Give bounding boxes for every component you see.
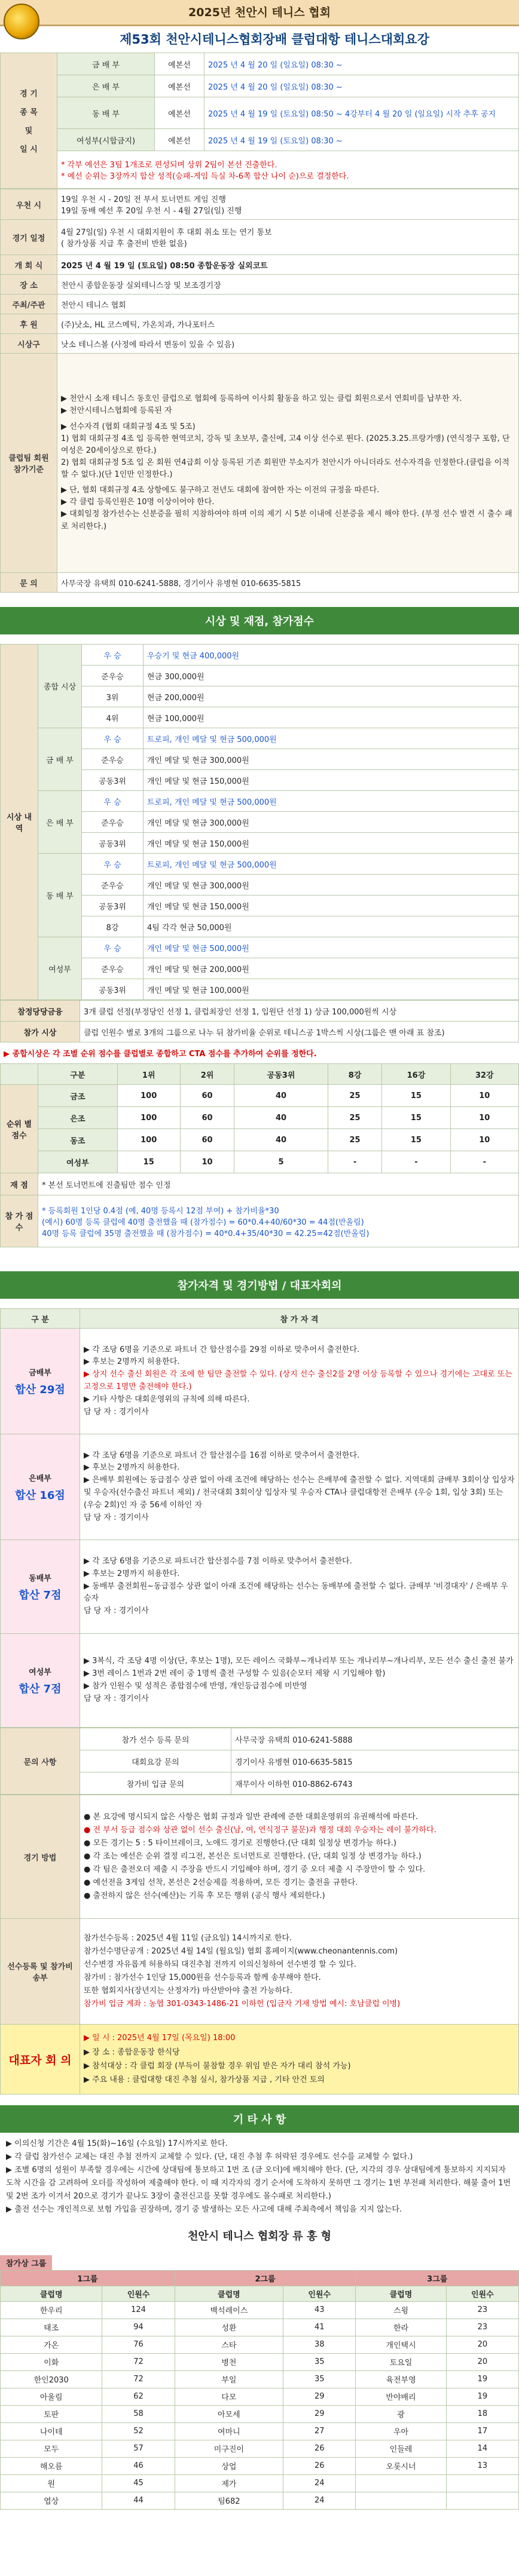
club-name: 상업 (175, 2457, 283, 2474)
club-name: 개인택시 (356, 2336, 446, 2353)
prize-detail: 현금 300,000원 (144, 666, 519, 686)
prize-group: 여성부 (38, 937, 82, 1000)
calc-label: 참 가 점 수 (1, 1195, 38, 1247)
division-stage: 예본선 (155, 129, 204, 151)
prize-extra-value: 3개 클럽 선정(부정당인 선정 1, 클럽최장인 선정 1, 입원단 선정 1) 상금 100,000원씩 시상 (80, 1001, 519, 1022)
contact-table (0, 1728, 519, 1795)
table-row (1, 2336, 519, 2353)
division-name: 금 배 부 (57, 53, 155, 75)
club-count: 13 (446, 2457, 518, 2474)
club-count: 57 (102, 2440, 175, 2457)
score-col-header: 공동3위 (234, 1064, 328, 1085)
score-cell: 40 (234, 1107, 328, 1129)
division-name: 여성부(시합금지) (57, 129, 155, 151)
group-col-header: 클럽명 (356, 2286, 446, 2301)
prize-rank: 공동3위 (82, 770, 144, 791)
info-value: 낫소 테니스볼 (사정에 따라서 변동이 있을 수 있음) (57, 334, 519, 354)
division-name: 동 배 부 (57, 97, 155, 129)
quals-detail: ▶ 각 조당 6명을 기준으로 파트너 간 합산점수를 16점 이하로 맞추어서 출전한다. ▶ 후보는 2명까지 허용한다. ▶ 은배부 회원에는 동급점수 상관 없이 아래 조건에 해당하는 선수는 은배부에 출전할 수 없다. 지역대회 금배부 3회이상 입상자 및 우승자(선수출신 파트너 제외) / 전국대회 3회이상 입상자 및 우승자 CTA나 클럽대항전 은배부 (우승 1회, 입상 3회) 또는 (우승 2회)인 자 중 56세 이하인 자 담 당 자 : 경기이사 (80, 1434, 519, 1540)
calc-value: * 등록회원 1인당 0.4점 (예, 40명 등록시 12점 부여) + 참가비율*30 (예시) 60명 등록 클럽에 40명 출전했을 때 (참가점수) = 60*0.4+40/60*30 = 44점(반올림) 40명 등록 클럽에 35명 출전했을 때 (참가점수) = 40*0.4+35/40*30 = 42.25=42점(반올림) (38, 1195, 519, 1247)
score-col-header: 16강 (382, 1064, 450, 1085)
score-cell: 5 (234, 1151, 328, 1173)
prize-detail: 개인 메달 및 현금 100,000원 (144, 979, 519, 1000)
club-name: 원 (1, 2474, 102, 2492)
fee-value: 참가선수등록 : 2025년 4월 11일 (금요일) 14시까지로 한다. 참가선수명단공개 : 2025년 4월 14일 (월요일) 협회 홈페이지(www.cheonantennis.com) 선수변경 자유롭게 허용하되 대진추첨 전까지 이의신청하여 선수변경 할 수 있다. 참가비 : 참가선수 1인당 15,000원을 선수등록과 함께 송부해야 한다. 또한 협회지사(장년지는 산정자가) 마산받아야 출전 가능하다. 참가비 입금 계좌 : 농협 301-0343-1486-21 이하헌 (입금자 기재 방법 예시: 호남클럽 이병) (80, 1919, 519, 2025)
club-count: 27 (283, 2422, 356, 2440)
info-label: 경기 일정 (1, 220, 57, 255)
club-count: 14 (446, 2440, 518, 2457)
score-cell: 60 (180, 1107, 234, 1129)
reeval-value: * 본선 토너먼트에 진출팀만 점수 인정 (38, 1173, 519, 1195)
score-col-header: 구분 (38, 1064, 118, 1085)
club-count: 72 (102, 2353, 175, 2370)
club-name: 엽상 (1, 2492, 102, 2509)
prize-detail: 개인 메달 및 현금 300,000원 (144, 749, 519, 770)
club-count: 23 (446, 2319, 518, 2336)
club-count: 124 (102, 2301, 175, 2319)
info-label: 주최/주관 (1, 295, 57, 314)
club-name: 토판 (1, 2405, 102, 2422)
info-label: 장 소 (1, 275, 57, 295)
overview-table (0, 53, 519, 189)
club-count: 35 (283, 2370, 356, 2388)
contact-person: 재무이사 이하헌 010-8862-6743 (231, 1772, 519, 1795)
score-cell: 10 (450, 1107, 518, 1129)
prize-group: 금 배 부 (38, 728, 82, 791)
association-logo (4, 4, 39, 39)
prize-detail: 개인 메달 및 현금 300,000원 (144, 875, 519, 896)
score-side-label: 순위 별 점수 (1, 1085, 38, 1173)
club-count: 52 (102, 2422, 175, 2440)
score-cell: 60 (180, 1129, 234, 1151)
club-name: 한우리 (1, 2301, 102, 2319)
club-name: 한라 (356, 2319, 446, 2336)
club-name (356, 2474, 446, 2492)
prize-rules-label: 참가 시상 (1, 1022, 80, 1042)
prize-section-bar: 시상 및 재점, 참가점수 (0, 607, 519, 634)
club-name: 성환 (175, 2319, 283, 2336)
score-row-label: 여성부 (38, 1151, 118, 1173)
club-name: 부일 (175, 2370, 283, 2388)
club-count: 46 (102, 2457, 175, 2474)
club-count (446, 2474, 518, 2492)
division-date: 2025 년 4 월 20 일 (일요일) 08:30 ~ (204, 75, 519, 97)
club-name: 가온 (1, 2336, 102, 2353)
quals-group: 동배부 합산 7점 (1, 1540, 80, 1634)
club-name: 아모세 (175, 2405, 283, 2422)
eligibility-label: 클럽팀 회원 참가기준 (1, 354, 57, 573)
meeting-value: ▶ 일 시 : 2025년 4월 17일 (목요일) 18:00 ▶ 장 소 : 종합운동장 한식당 ▶ 참석대상 : 각 클럽 회장 (부득이 불참할 경우 위임 받은 자가 대리 참석 가능) ▶ 주요 내용 : 클럽대항 대진 추첨 실시, 참가상품 지급 , 기타 안건 토의 (80, 2025, 519, 2094)
prize-extra-table (0, 1000, 519, 1042)
score-note: ▶ 종합시상은 각 조별 순위 점수를 클럽별로 종합하고 CTA 점수를 추가하여 순위를 정한다. (4, 1050, 317, 1059)
club-count: 29 (283, 2405, 356, 2422)
club-count: 94 (102, 2319, 175, 2336)
club-count: 19 (446, 2388, 518, 2405)
score-cell: 10 (180, 1151, 234, 1173)
division-stage: 예본선 (155, 97, 204, 129)
group-col-header: 인원수 (446, 2286, 518, 2301)
prize-detail: 현금 200,000원 (144, 686, 519, 707)
contact-person: 경기이사 유병현 010-6635-5815 (231, 1750, 519, 1772)
president-signature: 천안시 테니스 협회장 류 홍 형 (188, 2230, 331, 2243)
table-row (1, 2370, 519, 2388)
score-cell: 10 (450, 1129, 518, 1151)
prize-rank: 4위 (82, 707, 144, 728)
club-name: 해오름 (1, 2457, 102, 2474)
prize-rank: 우 승 (82, 937, 144, 958)
overview-notes: * 각부 예선은 3팀 1개조로 편성되며 상위 2팀이 본선 진출한다. * 예선 순위는 3장까지 합산 성적(승패-게임 득실 차-6쪽 합산 나이 순)으로 결정한다. (57, 151, 519, 189)
prize-rank: 우 승 (82, 728, 144, 749)
prize-label: 시상 내역 (1, 645, 38, 1000)
score-cell: - (328, 1151, 382, 1173)
club-count: 23 (446, 2301, 518, 2319)
club-name: 반야배리 (356, 2388, 446, 2405)
table-row (1, 2405, 519, 2422)
club-count (446, 2492, 518, 2509)
club-name: 태조 (1, 2319, 102, 2336)
prize-rank: 준우승 (82, 875, 144, 896)
club-count: 24 (283, 2492, 356, 2509)
group-col-header: 인원수 (102, 2286, 175, 2301)
score-row-label: 금조 (38, 1085, 118, 1107)
table-row (1, 2440, 519, 2457)
prize-rank: 준우승 (82, 666, 144, 686)
club-count: 44 (102, 2492, 175, 2509)
prize-detail: 개인 메달 및 현금 200,000원 (144, 958, 519, 979)
prize-group: 은 배 부 (38, 791, 82, 854)
club-name: 미구진이 (175, 2440, 283, 2457)
quals-detail: ▶ 3복식, 각 조당 4명 이상(단, 후보는 1명), 모든 레이스 국화부~개나리부 또는 개나리부~개나리부, 모든 선수 출신 출전 불가 ▶ 3번 레이스 1번과 2번 레이 중 1명씩 출전 구성할 수 있음(순모터 제왕 시 기입해야 함) ▶ 참가 인원수 및 성적은 종합점수에 반영, 개인등급점수에 미반영 담 당 자 : 경기이사 (80, 1634, 519, 1728)
club-count: 76 (102, 2336, 175, 2353)
info-label: 후 원 (1, 314, 57, 334)
contact-topic: 참가 선수 등록 문의 (80, 1728, 231, 1750)
club-count: 17 (446, 2422, 518, 2440)
quals-table (0, 1308, 519, 1728)
prize-table (0, 644, 519, 1000)
club-name: 다모 (175, 2388, 283, 2405)
score-cell: 15 (382, 1129, 450, 1151)
table-row (1, 2457, 519, 2474)
club-name: 팀682 (175, 2492, 283, 2509)
event-title: 제53회 천안시테니스협회장배 클럽대항 테니스대회요강 (0, 26, 519, 53)
division-date: 2025 년 4 월 19 일 (토요일) 08:30 ~ (204, 129, 519, 151)
club-name (356, 2492, 446, 2509)
quals-section-bar: 참가자격 및 경기방법 / 대표자회의 (0, 1271, 519, 1299)
prize-rank: 공동3위 (82, 979, 144, 1000)
prize-detail: 4팀 각각 현금 50,000원 (144, 916, 519, 937)
club-count: 26 (283, 2457, 356, 2474)
prize-rank: 우 승 (82, 791, 144, 812)
group-title: 1그룹 (1, 2270, 175, 2286)
prize-rank: 공동3위 (82, 833, 144, 854)
club-count: 20 (446, 2336, 518, 2353)
info-label: 개 회 식 (1, 255, 57, 275)
prize-detail: 트로피, 개인 메달 및 현금 500,000원 (144, 728, 519, 749)
score-col-header: 8강 (328, 1064, 382, 1085)
quals-detail: ▶ 각 조당 6명을 기준으로 파트너 간 합산점수를 29점 이하로 맞추어서 출전한다. ▶ 후보는 2명까지 허용한다. ▶ 상지 선수 출신 회원은 각 조에 한 팀만 출전할 수 있다. (상지 선수 출신2를 2명 이상 등록할 수 있으나 경기에는 고대로 또는 고정으로 1명만 출전해야 한다.) ▶ 기타 사항은 대회운영위의 규칙에 의해 따른다. 담 당 자 : 경기이사 (80, 1329, 519, 1434)
club-count: 62 (102, 2388, 175, 2405)
org-title: 2025년 천안시 테니스 협회 (188, 6, 331, 19)
eligibility-value: ▶ 천안시 소재 테니스 동호인 클럽으로 협회에 등록하여 이사회 활동을 하고 있는 클럽 회원으로서 연회비를 납부한 자. ▶ 천안시테니스협회에 등록된 자 ▶ 선수자격 (협회 대회규정 4조 및 5조) 1) 협회 대회규정 4조 입 등록한 현역코치, 강독 및 초보부, 출신에, 고4 이상 선수로 뛴다. (2025.3.25.프랑가맹) (연식정구 포함, 단 여성은 20세이상으로 한다.) 2) 협회 대회규정 5조 입 온 회원 연4급회 이상 등록된 기존 회원만 무소지가 천안시가 아니더라도 선수자격을 인정한다.(클럽을 이적 할 수 없다.)(단 1인만 인정한다.) ▶ 단, 협회 대회규정 4조 상항에도 불구하고 전년도 대회에 참여한 자는 이전의 규정을 따른다. ▶ 각 클럽 등록인원은 10명 이상이어야 한다. ▶ 대회일정 참가선수는 신분증을 필히 지참하여야 하며 이의 제기 시 5분 이내에 신분증을 제시 해야 한다. (부정 선수 발견 시 출수 패로 처리한다.) (57, 354, 519, 573)
groups-table (0, 2270, 519, 2510)
club-count: 58 (102, 2405, 175, 2422)
prize-rank: 준우승 (82, 812, 144, 833)
prize-detail: 개인 메달 및 현금 150,000원 (144, 833, 519, 854)
groups-caption: 참가상 그룹 (0, 2255, 52, 2270)
score-col-header: 1위 (117, 1064, 180, 1085)
club-name: 우아 (356, 2422, 446, 2440)
info-value: 천안시 테니스 협회 (57, 295, 519, 314)
prize-rank: 우 승 (82, 854, 144, 875)
score-col-header: 2위 (180, 1064, 234, 1085)
prize-group: 종합 시상 (38, 645, 82, 728)
score-corner (1, 1064, 38, 1085)
club-count: 43 (283, 2301, 356, 2319)
table-row (1, 2492, 519, 2509)
quals-group: 여성부 합산 7점 (1, 1634, 80, 1728)
club-count: 18 (446, 2405, 518, 2422)
prize-detail: 현금 100,000원 (144, 707, 519, 728)
club-count: 26 (283, 2440, 356, 2457)
method-table (0, 1795, 519, 2094)
title-banner (0, 0, 519, 26)
quals-header: 참 가 자 격 (80, 1309, 519, 1329)
division-date: 2025 년 4 월 20 일 (일요일) 08:30 ~ (204, 53, 519, 75)
score-cell: 40 (234, 1085, 328, 1107)
club-name: 오롯시너 (356, 2457, 446, 2474)
prize-rank: 3위 (82, 686, 144, 707)
club-name: 인들레 (356, 2440, 446, 2457)
score-table (0, 1063, 519, 1247)
prize-rank: 8강 (82, 916, 144, 937)
club-name: 제가 (175, 2474, 283, 2492)
club-name: 한인2030 (1, 2370, 102, 2388)
info-value: 4월 27일(일) 우천 시 대회지원이 후 대회 취소 또는 연기 통보 ( 참가상품 지급 후 출전비 반환 없음) (57, 220, 519, 255)
score-cell: - (450, 1151, 518, 1173)
prize-rank: 공동3위 (82, 896, 144, 916)
prize-rank: 준우승 (82, 749, 144, 770)
club-name: 육전부영 (356, 2370, 446, 2388)
table-row (1, 2301, 519, 2319)
club-name: 병천 (175, 2353, 283, 2370)
club-name: 여마니 (175, 2422, 283, 2440)
score-cell: 15 (382, 1107, 450, 1129)
quals-header: 구 분 (1, 1309, 80, 1329)
division-stage: 예본선 (155, 53, 204, 75)
table-row (1, 2353, 519, 2370)
division-name: 은 배 부 (57, 75, 155, 97)
club-name: 토요일 (356, 2353, 446, 2370)
score-cell: 100 (117, 1085, 180, 1107)
reeval-label: 재 점 (1, 1173, 38, 1195)
score-row-label: 은조 (38, 1107, 118, 1129)
quals-group: 금배부 합산 29점 (1, 1329, 80, 1434)
info-table (0, 189, 519, 593)
info-label: 시상구 (1, 334, 57, 354)
score-cell: 60 (180, 1085, 234, 1107)
info-value: 19일 우천 시 - 20일 전 부서 토너먼트 게임 진행 19일 동배 예선 후 20일 우천 시 - 4월 27일(일) 진행 (57, 189, 519, 220)
prize-detail: 개인 메달 및 현금 500,000원 (144, 937, 519, 958)
club-name: 스윙 (356, 2301, 446, 2319)
club-count: 41 (283, 2319, 356, 2336)
club-count: 72 (102, 2370, 175, 2388)
score-cell: 25 (328, 1085, 382, 1107)
division-stage: 예본선 (155, 75, 204, 97)
club-count: 19 (446, 2370, 518, 2388)
club-count: 45 (102, 2474, 175, 2492)
prize-detail: 개인 메달 및 현금 150,000원 (144, 770, 519, 791)
contact-topic: 참가비 입금 문의 (80, 1772, 231, 1795)
info-value: 천안시 종합운동장 실외테니스장 및 보조경기장 (57, 275, 519, 295)
prize-detail: 트로피, 개인 메달 및 현금 500,000원 (144, 791, 519, 812)
group-col-header: 인원수 (283, 2286, 356, 2301)
score-cell: - (382, 1151, 450, 1173)
club-name: 아울림 (1, 2388, 102, 2405)
club-name: 스타 (175, 2336, 283, 2353)
club-name: 광 (356, 2405, 446, 2422)
contact-value: 사무국장 유택희 010-6241-5888, 경기이사 유병현 010-6635-5815 (57, 573, 519, 593)
score-cell: 25 (328, 1129, 382, 1151)
group-col-header: 클럽명 (1, 2286, 102, 2301)
score-cell: 10 (450, 1085, 518, 1107)
method-value: ● 본 요강에 명시되지 않은 사항은 협회 규정과 일반 관례에 준한 대회운영위의 유권해석에 따른다. ● 전 부서 등급 점수와 상관 없이 선수 출신(남, 여, 연식정구 불문)과 행정 대회 우승자는 레이 불가하다. ● 모든 경기는 5 : 5 타이브레이크, 노애드 경기로 진행한다.(단 대회 일정상 변경가능 하다.) ● 각 조는 예선은 순위 결정 리그전, 본선은 토너먼트로 진행한다. (단, 대회 일정 상 변경가능 하다.) ● 각 팀은 출전오더 제출 시 주장을 반드시 기입해야 하며, 경기 중 오더 제출 시 주장만이 할 수 있다. ● 예선전을 3게임 선착, 본선은 2선승제를 적용하며, 모든 경기는 출전을 규한다. ● 출전하지 않은 선수(예산)는 기록 후 모든 행위 (공식 행사 제외한다.) (80, 1795, 519, 1919)
misc-list: ▶ 이의신청 기간은 4월 15(화)~16일 (수요일) 17시까지로 한다. ▶ 각 클럽 참가선수 교체는 대진 추첨 전까지 교체할 수 있다. (단, 대진 추첨 후 허락된 경우에도 선수를 교체할 수 없다.) ▶ 조별 6명의 성원이 부족할 경우에는 시간에 상대팀에 통보하고 1번 조 (금 오더)에 배치해야 한다. (단, 지각의 경우 상대팀에게 통보하지 지지되자 도착 시간을 감 고려하여 오더를 작성하여 제출해야 한다. 이 때 지각자의 경기 순서에 도착하지 못하면 그 경기는 1번 부전패 처리한다. 해불 출어 1번 및 2번 조가 이겨서 20으로 경기가 끝나도 3장이 출전신고를 못할 경우에도 몰수패로 처리한다.) ▶ 출전 선수는 개인적으로 보험 가입을 권장하며, 경기 중 발생하는 모든 사고에 대해 주최측에서 책임을 지지 않는다. (6, 2139, 511, 2215)
fee-label: 선수등록 및 참가비 송부 (1, 1919, 80, 2025)
group-col-header: 클럽명 (175, 2286, 283, 2301)
table-row (1, 2474, 519, 2492)
info-value: (주)낫소, HL 코스메틱, 가온치과, 가나포터스 (57, 314, 519, 334)
prize-extra-label: 참정당당금융 (1, 1001, 80, 1022)
contact-topic: 대회요강 문의 (80, 1750, 231, 1772)
club-name: 모두 (1, 2440, 102, 2457)
score-cell: 100 (117, 1129, 180, 1151)
club-name: 이화 (1, 2353, 102, 2370)
table-row (1, 2319, 519, 2336)
division-date: 2025 년 4 월 19 일 (토요일) 08:50 ~ 4강부터 4 월 20 일 (일요일) 시작 추후 공지 (204, 97, 519, 129)
score-cell: 15 (382, 1085, 450, 1107)
contact-person: 사무국장 유택희 010-6241-5888 (231, 1728, 519, 1750)
prize-rank: 준우승 (82, 958, 144, 979)
prize-rank: 우 승 (82, 645, 144, 666)
prize-group: 동 배 부 (38, 854, 82, 937)
club-count: 24 (283, 2474, 356, 2492)
overview-label: 경 기 종 목 및 일 시 (1, 53, 57, 189)
club-count: 20 (446, 2353, 518, 2370)
score-cell: 100 (117, 1107, 180, 1129)
score-cell: 15 (117, 1151, 180, 1173)
group-title: 3그룹 (356, 2270, 519, 2286)
info-value: 2025 년 4 월 19 일 (토요일) 08:50 종합운동장 실외코트 (57, 255, 519, 275)
prize-detail: 개인 메달 및 현금 150,000원 (144, 896, 519, 916)
score-row-label: 동조 (38, 1129, 118, 1151)
meeting-label: 대표자 회 의 (1, 2025, 80, 2094)
quals-detail: ▶ 각 조당 6명을 기준으로 파트너간 합산점수를 7점 이하로 맞추어서 출전한다. ▶ 후보는 2명까지 허용한다. ▶ 동배부 출전회원~동급점수 상관 없이 아래 조건에 해당하는 선수는 동배부에 출전할 수 없다. 금배부 '비경대자' / 은배부 우승자 담 당 자 : 경기이사 (80, 1540, 519, 1634)
prize-detail: 트로피, 개인 메달 및 현금 500,000원 (144, 854, 519, 875)
group-title: 2그룹 (175, 2270, 356, 2286)
quals-group: 은배부 합산 16점 (1, 1434, 80, 1540)
club-name: 나이테 (1, 2422, 102, 2440)
info-label: 우천 시 (1, 189, 57, 220)
contact-group-label: 문의 사항 (1, 1728, 80, 1795)
score-col-header: 32강 (450, 1064, 518, 1085)
method-label: 경기 방법 (1, 1795, 80, 1919)
club-count: 38 (283, 2336, 356, 2353)
club-count: 29 (283, 2388, 356, 2405)
club-count: 35 (283, 2353, 356, 2370)
contact-label: 문 의 (1, 573, 57, 593)
prize-detail: 개인 메달 및 현금 300,000원 (144, 812, 519, 833)
table-row (1, 2422, 519, 2440)
table-row (1, 2388, 519, 2405)
score-cell: 25 (328, 1107, 382, 1129)
club-name: 백석레이스 (175, 2301, 283, 2319)
prize-detail: 우승기 및 현금 400,000원 (144, 645, 519, 666)
misc-section-bar: 기 타 사 항 (0, 2105, 519, 2133)
score-cell: 40 (234, 1129, 328, 1151)
prize-rules-value: 클럽 인원수 별로 3개의 그룹으로 나누 뒤 참가비율 순위로 테니스공 1박스씩 시상(그룹은 맨 아래 표 참조) (80, 1022, 519, 1042)
